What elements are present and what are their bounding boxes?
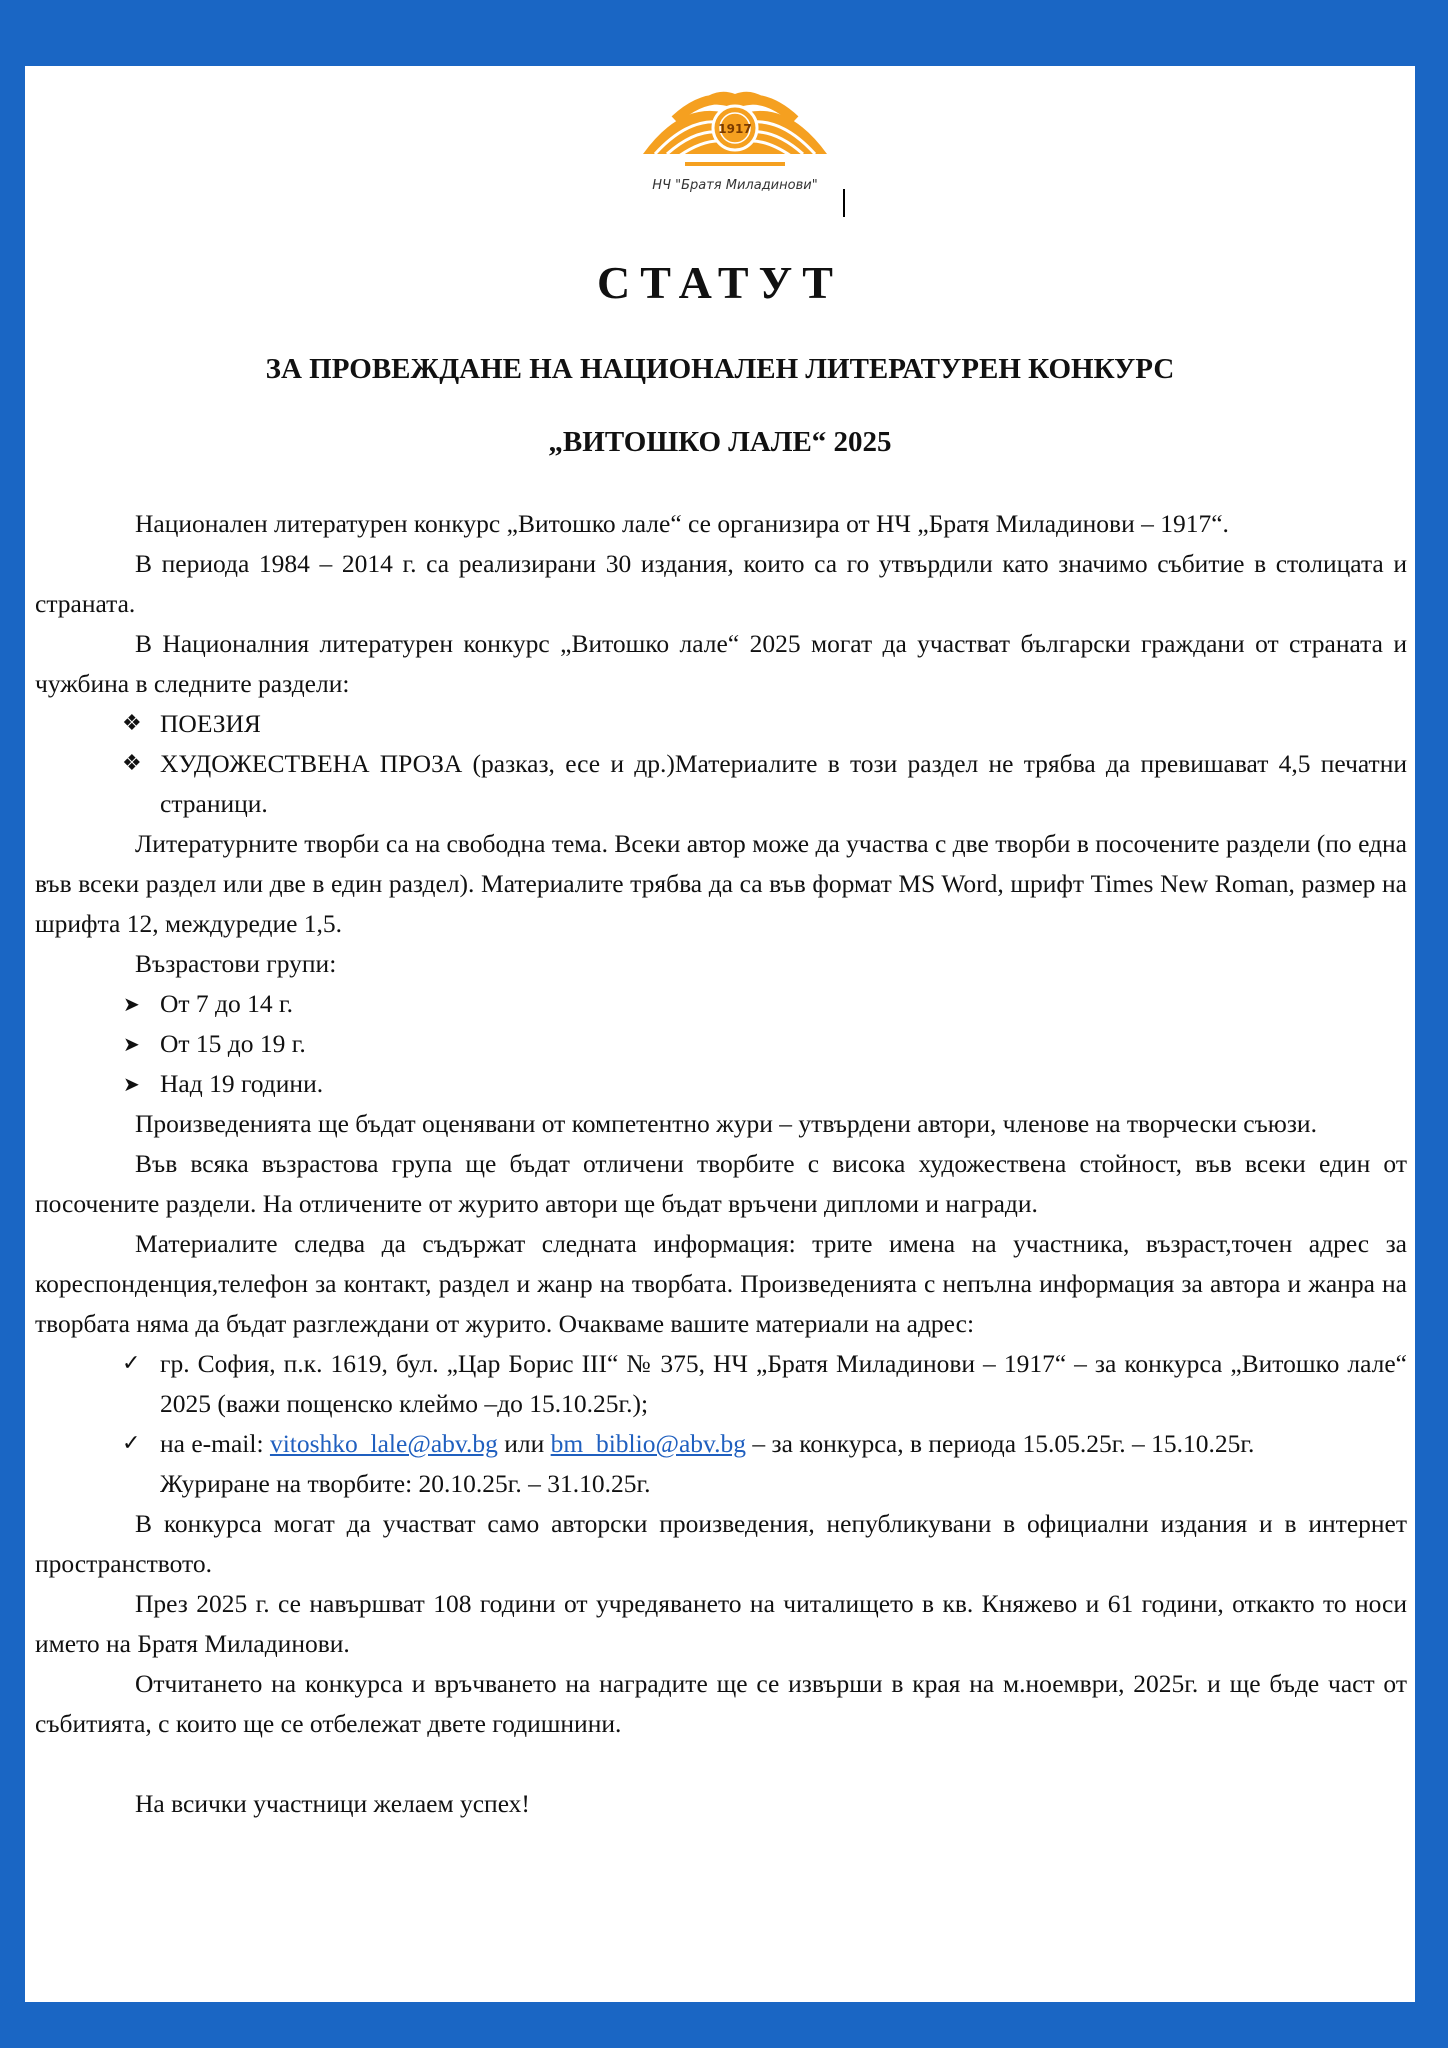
arrow-bullet-icon: ➤ bbox=[123, 1072, 140, 1096]
paragraph: Отчитането на конкурса и връчването на наградите ще се извърши в края на м.ноември, 2025г. и ще бъде част от събитията, с които ще се отбележат двете годишнини. bbox=[35, 1669, 1407, 1738]
contest-name: „ВИТОШКО ЛАЛЕ“ 2025 bbox=[548, 426, 892, 458]
paragraph: През 2025 г. се навършват 108 години от учредяването на читалището в кв. Княжево и 61 години, откакто то носи името на Братя Миладинови. bbox=[35, 1589, 1407, 1658]
sections-list bbox=[35, 704, 1407, 824]
jury-dates: Журиране на творбите: 20.10.25г. – 31.10.25г. bbox=[160, 1469, 651, 1498]
list-item: ❖ ХУДОЖЕСТВЕНА ПРОЗА (разказ, есе и др.)Материалите в този раздел не трябва да превишават 4,5 печатни страници. bbox=[35, 744, 1407, 824]
logo-year: 1917 bbox=[718, 122, 752, 136]
contacts-list bbox=[35, 1344, 1407, 1464]
email-link-biblio[interactable]: bm_biblio@abv.bg bbox=[550, 1429, 746, 1458]
list-item: ➤ От 7 до 14 г. bbox=[35, 984, 1407, 1024]
postal-address: гр. София, п.к. 1619, бул. „Цар Борис III“ № 375, НЧ „Братя Миладинови – 1917“ – за конкурса „Витошко лале“ 2025 (важи пощенско клеймо –до 15.10.25г.); bbox=[160, 1349, 1407, 1418]
diamond-bullet-icon: ❖ bbox=[122, 711, 142, 736]
paragraph: Материалите следва да съдържат следната информация: трите имена на участника, възраст,точен адрес за кореспонденция,телефон за контакт, раздел и жанр на творбата. Произведенията с непълна информация за автора и жанра на творбата няма да бъдат разглеждани от журито. Очакваме вашите материали на адрес: bbox=[35, 1229, 1407, 1338]
list-item: ✓ на e-mail: vitoshko_lale@abv.bg или bm_biblio@abv.bg – за конкурса, в периода 15.05.25г. – 15.10.25г. bbox=[35, 1424, 1407, 1464]
text-cursor bbox=[843, 189, 845, 217]
document-page bbox=[25, 66, 1415, 2002]
paragraph: В периода 1984 – 2014 г. са реализирани 30 издания, които са го утвърдили като значимо събитие в столицата и страната. bbox=[35, 549, 1407, 618]
tulip-logo-icon bbox=[615, 76, 855, 186]
document-subtitle: ЗА ПРОВЕЖДАНЕ НА НАЦИОНАЛЕН ЛИТЕРАТУРЕН КОНКУРС bbox=[265, 353, 1175, 385]
list-item: ❖ ПОЕЗИЯ bbox=[35, 704, 1407, 744]
list-item: ➤ Над 19 години. bbox=[35, 1064, 1407, 1104]
diamond-bullet-icon: ❖ bbox=[122, 751, 142, 776]
paragraph: Във всяка възрастова група ще бъдат отличени творбите с висока художествена стойност, във всеки един от посочените раздели. На отличените от журито автори ще бъдат връчени дипломи и награди. bbox=[35, 1149, 1407, 1218]
logo bbox=[615, 76, 875, 226]
check-bullet-icon: ✓ bbox=[122, 1431, 141, 1456]
list-item bbox=[35, 1344, 1407, 1424]
email-link-vitoshko[interactable]: vitoshko_lale@abv.bg bbox=[269, 1429, 498, 1458]
logo-caption: НЧ "Братя Миладинови" bbox=[652, 178, 818, 193]
document-body bbox=[35, 504, 1407, 1824]
arrow-bullet-icon: ➤ bbox=[123, 1032, 140, 1056]
paragraph: Национален литературен конкурс „Витошко лале“ се организира от НЧ „Братя Миладинови – 1917“. bbox=[135, 509, 1229, 538]
document-title: СТАТУТ bbox=[597, 257, 843, 308]
list-item: ➤ От 15 до 19 г. bbox=[35, 1024, 1407, 1064]
age-groups-list bbox=[35, 984, 1407, 1104]
arrow-bullet-icon: ➤ bbox=[123, 992, 140, 1016]
closing-line: На всички участници желаем успех! bbox=[135, 1789, 530, 1818]
paragraph: Произведенията ще бъдат оценявани от компетентно жури – утвърдени автори, членове на творчески съюзи. bbox=[135, 1109, 1317, 1138]
paragraph: В конкурса могат да участват само авторски произведения, непубликувани в официални издания и в интернет пространството. bbox=[35, 1509, 1407, 1578]
paragraph: В Националния литературен конкурс „Витошко лале“ 2025 могат да участват български граждани от страната и чужбина в следните раздели: bbox=[35, 629, 1407, 698]
paragraph: Литературните творби са на свободна тема. Всеки автор може да участва с две творби в посочените раздели (по една във всеки раздел или две в един раздел). Материалите трябва да са във формат MS Word, шрифт Times New Roman, размер на шрифта 12, междуредие 1,5. bbox=[35, 829, 1407, 938]
check-bullet-icon: ✓ bbox=[122, 1351, 141, 1376]
paragraph: Възрастови групи: bbox=[135, 949, 337, 978]
